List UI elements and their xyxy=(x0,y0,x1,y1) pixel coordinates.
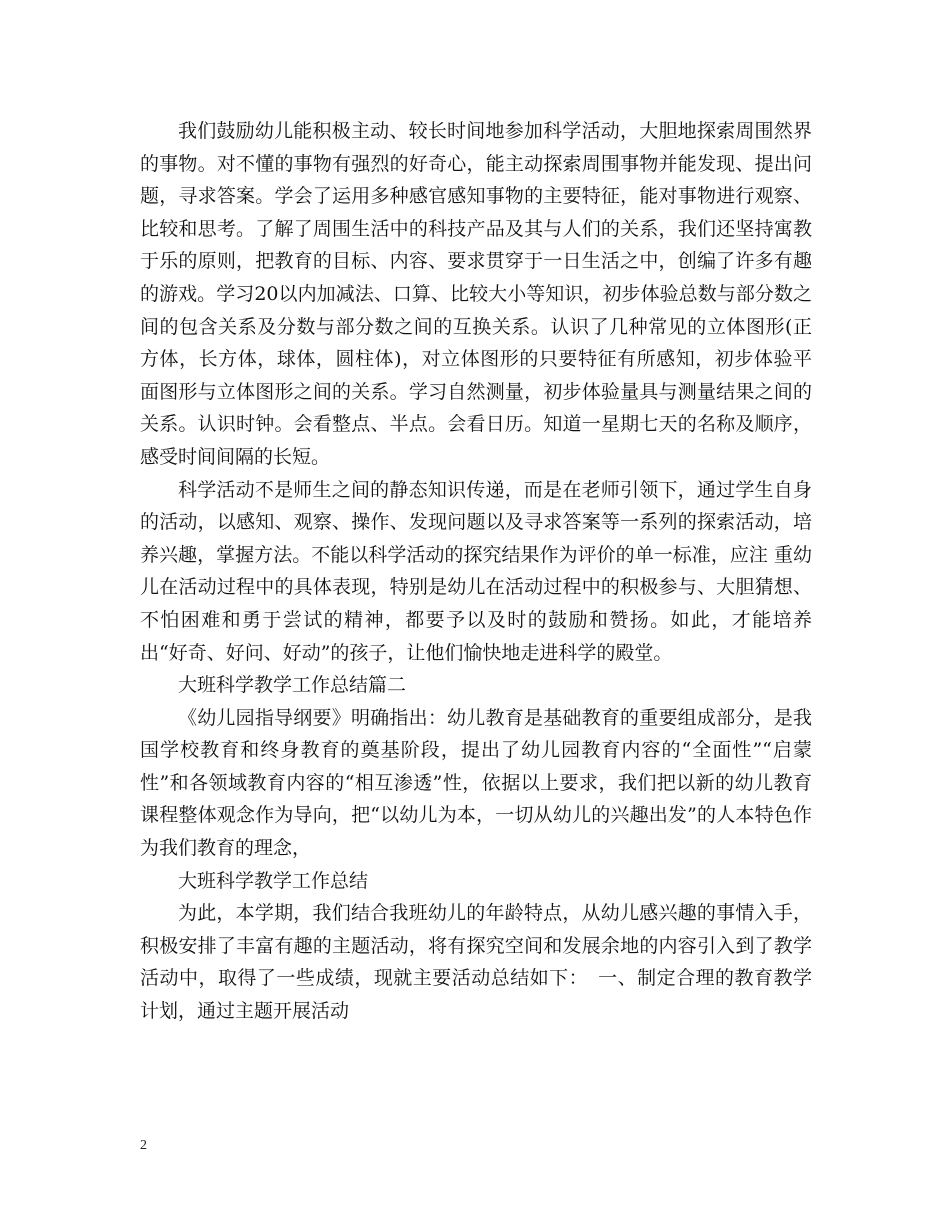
page-number: 2 xyxy=(140,1138,147,1153)
paragraph-science-method: 科学活动不是师生之间的静态知识传递，而是在老师引领下，通过学生自身的活动，以感知、观察、操作、发现问题以及寻求答案等一系列的探索活动，培养兴趣，掌握方法。不能以科学活动的探究结果作为评价的单一标准，应注 重幼儿在活动过程中的具体表现，特别是幼儿在活动过程中的积极参与、大胆猜想、不怕困难和勇于尝试的精神，都要予以及时的鼓励和赞扬。如此，才能培养出“好奇、好问、好动”的孩子，让他们愉快地走进科学的殿堂。 xyxy=(140,478,812,664)
section-heading-summary: 大班科学教学工作总结 xyxy=(178,869,369,892)
section-heading-part-two: 大班科学教学工作总结篇二 xyxy=(178,674,407,697)
paragraph-semester-plan: 为此，本学期，我们结合我班幼儿的年龄特点，从幼儿感兴趣的事情入手，积极安排了丰富有趣的主题活动，将有探究空间和发展余地的内容引入到了教学活动中，取得了一些成绩，现就主要活动总结如下： 一、制定合理的教育教学计划，通过主题开展活动 xyxy=(140,902,812,1023)
paragraph-science-activities: 我们鼓励幼儿能积极主动、较长时间地参加科学活动，大胆地探索周围然界的事物。对不懂的事物有强烈的好奇心，能主动探索周围事物并能发现、提出问题，寻求答案。学会了运用多种感官感知事物的主要特征，能对事物进行观察、比较和思考。了解了周围生活中的科技产品及其与人们的关系，我们还坚持寓教于乐的原则，把教育的目标、内容、要求贯穿于一日生活之中，创编了许多有趣的游戏。学习20以内加减法、口算、比较大小等知识，初步体验总数与部分数之间的包含关系及分数与部分数之间的互换关系。认识了几种常见的立体图形(正方体，长方体，球体，圆柱体)，对立体图形的只要特征有所感知，初步体验平面图形与立体图形之间的关系。学习自然测量，初步体验量具与测量结果之间的关系。认识时钟。会看整点、半点。会看日历。知道一星期七天的名称及顺序，感受时间间隔的长短。 xyxy=(140,120,812,468)
paragraph-guidelines: 《幼儿园指导纲要》明确指出：幼儿教育是基础教育的重要组成部分，是我国学校教育和终身教育的奠基阶段，提出了幼儿园教育内容的“全面性”“启蒙性”和各领域教育内容的“相互渗透”性，依据以上要求，我们把以新的幼儿教育课程整体观念作为导向，把“以幼儿为本，一切从幼儿的兴趣出发”的人本特色作为我们教育的理念， xyxy=(140,706,812,860)
document-body xyxy=(140,115,812,1028)
